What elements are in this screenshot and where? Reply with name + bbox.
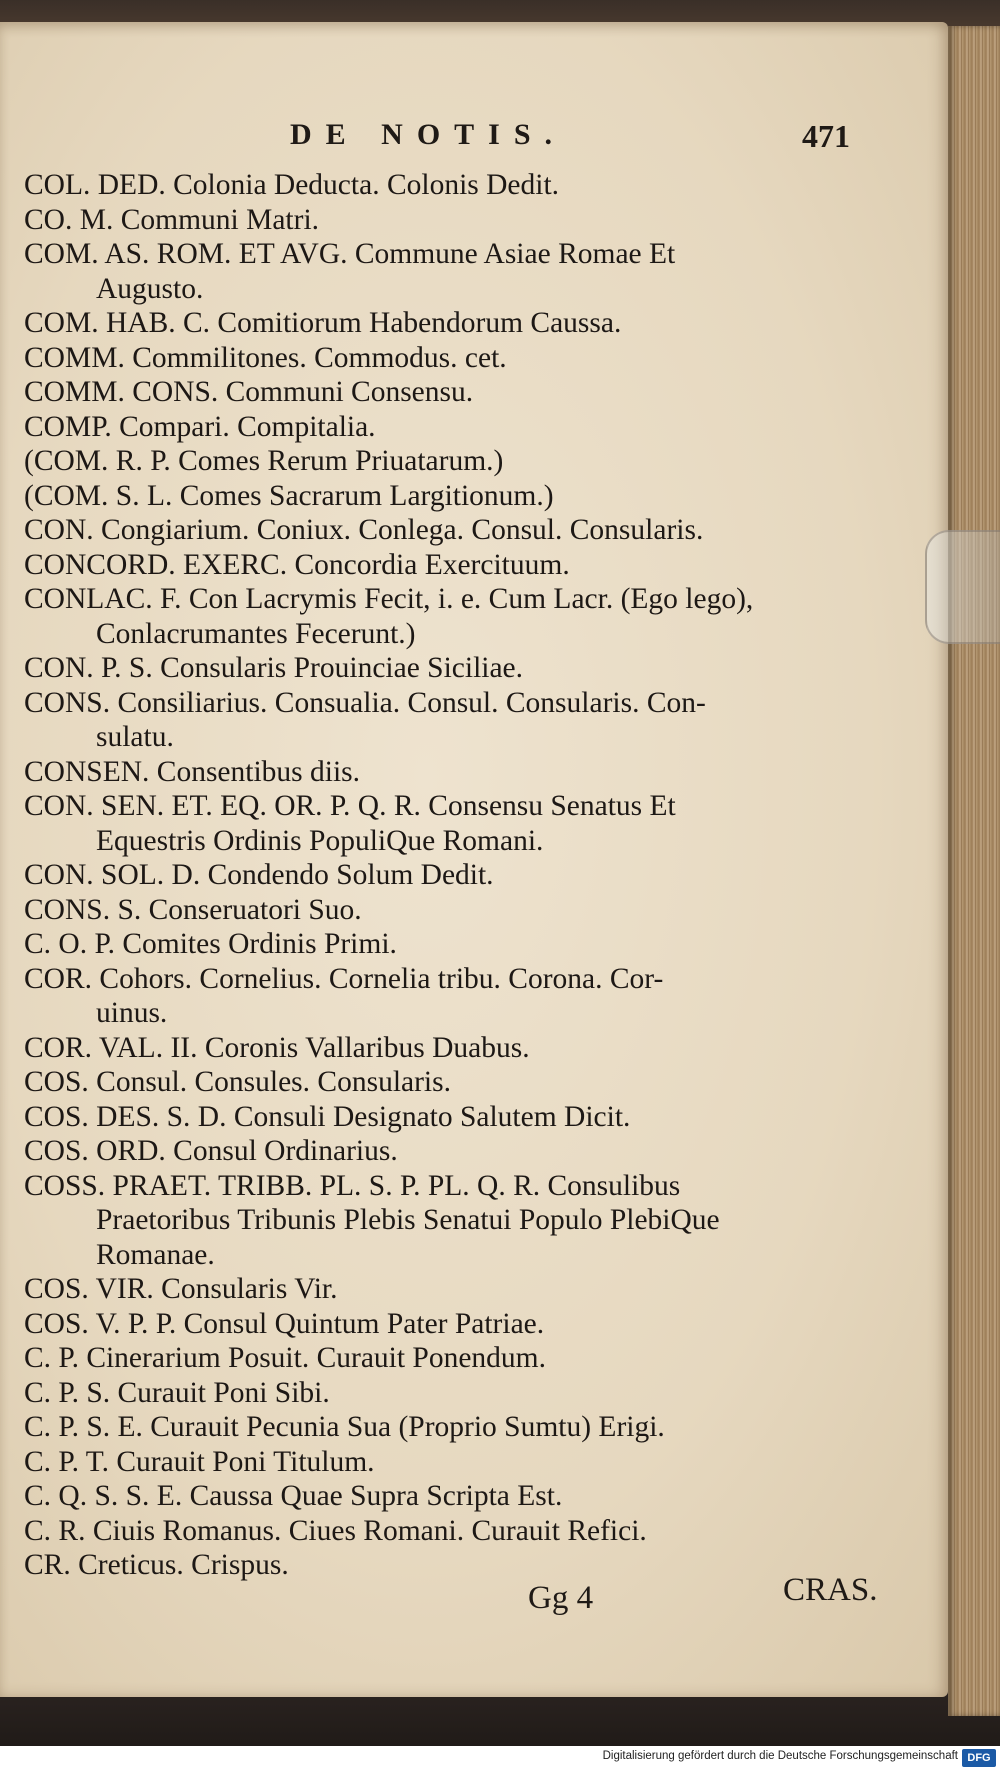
list-item	[24, 1272, 894, 1307]
list-item	[24, 927, 894, 962]
entry-continuation: Praetoribus Tribunis Plebis Senatui Populo PlebiQue	[96, 1204, 720, 1236]
entry-text: CONCORD. EXERC. Concordia Exercituum.	[24, 548, 570, 581]
entry-text: (COM. R. P. Comes Rerum Priuatarum.)	[24, 445, 504, 477]
list-item	[24, 755, 894, 790]
abbreviation-list	[24, 168, 894, 1583]
list-item	[24, 1169, 894, 1238]
entry-continuation: Equestris Ordinis PopuliQue Romani.	[96, 824, 544, 857]
entry-text: COMP. Compari. Compitalia.	[24, 410, 376, 443]
entry-text: CONS. Consiliarius. Consualia. Consul. Consularis. Con-	[24, 686, 706, 719]
list-item	[24, 962, 894, 1031]
list-item	[24, 1479, 894, 1514]
list-item	[24, 1100, 894, 1135]
dfg-logo-icon: DFG	[962, 1749, 996, 1767]
entry-text: COS. Consul. Consules. Consularis.	[24, 1066, 451, 1098]
entry-text: C. P. T. Curauit Poni Titulum.	[24, 1445, 375, 1478]
list-item	[24, 444, 894, 479]
page-number: 471	[802, 118, 850, 154]
entry-text: C. Q. S. S. E. Caussa Quae Supra Scripta Est.	[24, 1480, 563, 1512]
list-item	[24, 410, 894, 445]
page-edges	[948, 26, 1000, 1716]
entry-continuation: Conlacrumantes Fecerunt.)	[96, 617, 416, 650]
entry-text: COMM. Commilitones. Commodus. cet.	[24, 341, 507, 374]
list-item	[24, 893, 894, 928]
entry-text: COM. HAB. C. Comitiorum Habendorum Caussa.	[24, 307, 622, 339]
entry-text: CR. Creticus. Crispus.	[24, 1549, 289, 1581]
list-item	[24, 237, 894, 306]
entry-text: COR. VAL. II. Coronis Vallaribus Duabus.	[24, 1031, 530, 1064]
entry-text: C. P. S. Curauit Poni Sibi.	[24, 1376, 330, 1409]
list-item	[24, 1376, 894, 1411]
running-title: DE NOTIS.	[290, 118, 567, 151]
entry-text: CON. SOL. D. Condendo Solum Dedit.	[24, 859, 494, 891]
list-item	[24, 1065, 894, 1100]
entry-text: CON. SEN. ET. EQ. OR. P. Q. R. Consensu Senatus Et	[24, 790, 676, 822]
list-item	[24, 375, 894, 410]
list-item	[24, 582, 894, 651]
list-item	[24, 1548, 894, 1583]
list-item	[24, 1341, 894, 1376]
list-item	[24, 1307, 894, 1342]
entry-text: C. R. Ciuis Romanus. Ciues Romani. Curauit Refici.	[24, 1514, 647, 1547]
entry-text: COS. ORD. Consul Ordinarius.	[24, 1135, 398, 1167]
list-item	[24, 1134, 894, 1169]
list-item	[24, 548, 894, 583]
list-item	[24, 306, 894, 341]
entry-text: COS. VIR. Consularis Vir.	[24, 1273, 338, 1305]
page-footer	[0, 1572, 948, 1624]
list-item	[24, 1410, 894, 1445]
catchword: CRAS.	[783, 1572, 878, 1608]
entry-text: CONSEN. Consentibus diis.	[24, 755, 361, 788]
entry-text: COS. V. P. P. Consul Quintum Pater Patriae.	[24, 1307, 545, 1340]
entry-text: CON. P. S. Consularis Prouinciae Siciliae.	[24, 652, 524, 684]
entry-text: CONLAC. F. Con Lacrymis Fecit, i. e. Cum Lacr. (Ego lego),	[24, 583, 754, 615]
entry-text: COSS. PRAET. TRIBB. PL. S. P. PL. Q. R. Consulibus	[24, 1169, 681, 1202]
entry-continuation: Romanae.	[96, 1238, 215, 1271]
entry-text: COMM. CONS. Communi Consensu.	[24, 376, 474, 408]
list-item	[24, 1238, 894, 1273]
entry-text: C. O. P. Comites Ordinis Primi.	[24, 928, 397, 960]
entry-continuation: sulatu.	[96, 721, 174, 753]
list-item	[24, 1514, 894, 1549]
list-item	[24, 789, 894, 858]
list-item	[24, 1445, 894, 1480]
list-item	[24, 168, 894, 203]
digitization-notice: Digitalisierung gefördert durch die Deutsche Forschungsgemeinschaft	[602, 1750, 958, 1762]
book-page	[0, 22, 948, 1697]
list-item	[24, 651, 894, 686]
list-item	[24, 858, 894, 893]
entry-text: COR. Cohors. Cornelius. Cornelia tribu. Corona. Cor-	[24, 962, 664, 995]
entry-text: CONS. S. Conseruatori Suo.	[24, 893, 362, 926]
entry-text: (COM. S. L. Comes Sacrarum Largitionum.)	[24, 479, 554, 512]
list-item	[24, 686, 894, 755]
entry-continuation: uinus.	[96, 997, 168, 1029]
bookmark-clip	[925, 530, 1000, 644]
entry-text: CO. M. Communi Matri.	[24, 203, 320, 236]
entry-text: C. P. Cinerarium Posuit. Curauit Ponendum.	[24, 1342, 546, 1374]
entry-text: CON. Congiarium. Coniux. Conlega. Consul. Consularis.	[24, 514, 704, 546]
entry-text: C. P. S. E. Curauit Pecunia Sua (Proprio Sumtu) Erigi.	[24, 1411, 665, 1443]
running-header	[290, 118, 850, 162]
entry-continuation: Augusto.	[96, 272, 204, 305]
entry-text: COL. DED. Colonia Deducta. Colonis Dedit.	[24, 169, 560, 201]
list-item	[24, 479, 894, 514]
entry-text: COS. DES. S. D. Consuli Designato Salutem Dicit.	[24, 1100, 631, 1133]
signature-mark: Gg 4	[528, 1580, 594, 1616]
digitization-bar	[0, 1746, 1000, 1771]
list-item	[24, 341, 894, 376]
list-item	[24, 1031, 894, 1066]
entry-text: COM. AS. ROM. ET AVG. Commune Asiae Romae Et	[24, 238, 676, 270]
list-item	[24, 513, 894, 548]
list-item	[24, 203, 894, 238]
